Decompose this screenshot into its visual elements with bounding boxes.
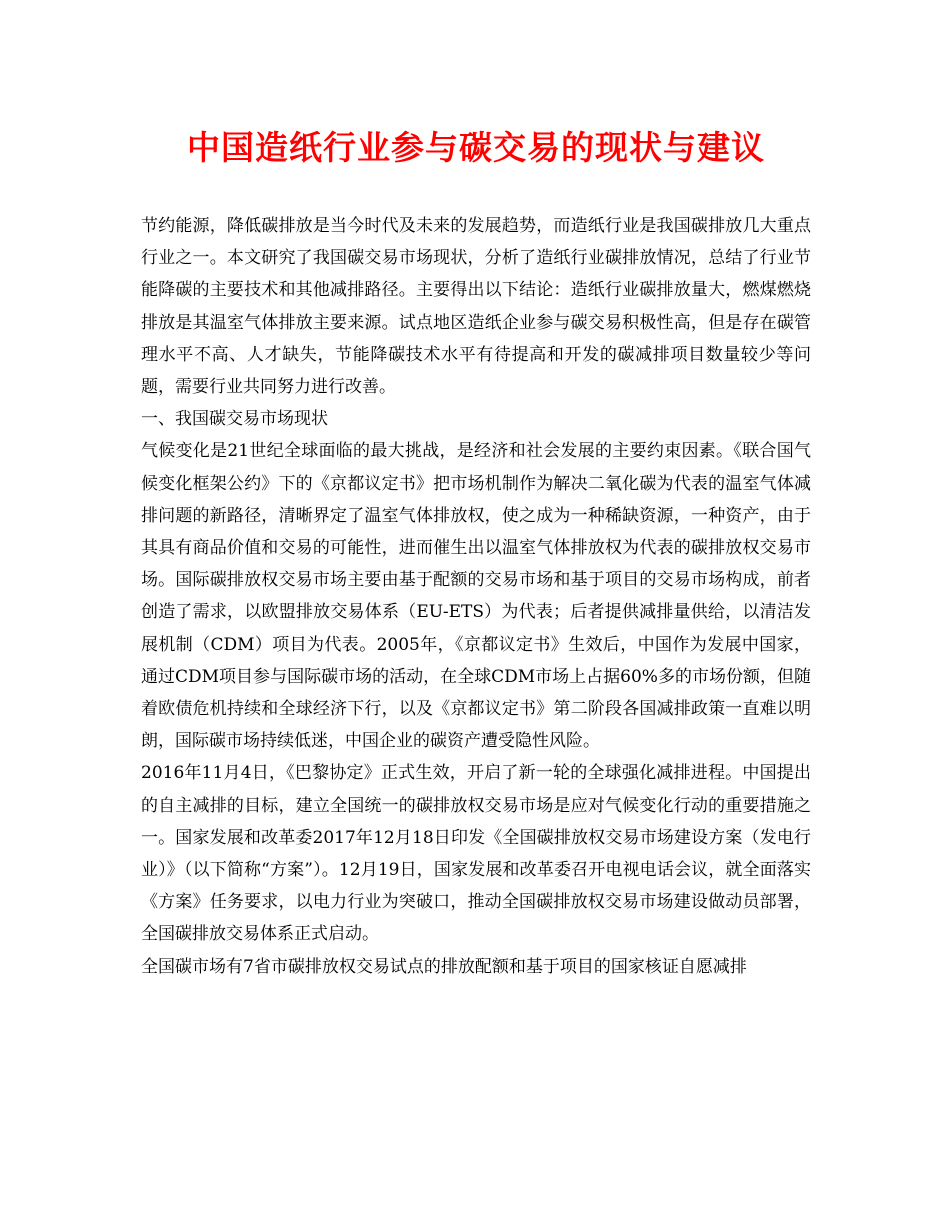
abstract-paragraph: 节约能源，降低碳排放是当今时代及未来的发展趋势，而造纸行业是我国碳排放几大重点行业之一。本文研究了我国碳交易市场现状，分析了造纸行业碳排放情况，总结了行业节能降碳的主要技术和其他减排路径。主要得出以下结论：造纸行业碳排放量大，燃煤燃烧排放是其温室气体排放主要来源。试点地区造纸企业参与碳交易积极性高，但是存在碳管理水平不高、人才缺失，节能降碳技术水平有待提高和开发的碳减排项目数量较少等问题，需要行业共同努力进行改善。 — [141, 216, 811, 398]
body-paragraph: 2016年11月4日，《巴黎协定》正式生效，开启了新一轮的全球强化减排进程。中国提出的自主减排的目标，建立全国统一的碳排放权交易市场是应对气候变化行动的重要措施之一。国家发展和改革委2017年12月18日印发《全国碳排放权交易市场建设方案（发电行业）》（以下简称“方案”）。12月19日，国家发展和改革委召开电视电话会议，就全面落实《方案》任务要求，以电力行业为突破口，推动全国碳排放权交易市场建设做动员部署，全国碳排放交易体系正式启动。 — [141, 763, 811, 945]
document-body — [141, 210, 811, 983]
document-title: 中国造纸行业参与碳交易的现状与建议 — [187, 128, 765, 167]
document-page — [141, 128, 811, 983]
section-heading: 一、我国碳交易市场现状 — [141, 409, 328, 430]
body-paragraph: 全国碳市场有7省市碳排放权交易试点的排放配额和基于项目的国家核证自愿减排 — [141, 956, 747, 977]
body-paragraph: 气候变化是21世纪全球面临的最大挑战，是经济和社会发展的主要约束因素。《联合国气候变化框架公约》下的《京都议定书》把市场机制作为解决二氧化碳为代表的温室气体减排问题的新路径，清晰界定了温室气体排放权，使之成为一种稀缺资源，一种资产，由于其具有商品价值和交易的可能性，进而催生出以温室气体排放权为代表的碳排放权交易市场。国际碳排放权交易市场主要由基于配额的交易市场和基于项目的交易市场构成，前者创造了需求，以欧盟排放交易体系（EU-ETS）为代表；后者提供减排量供给，以清洁发展机制（CDM）项目为代表。2005年，《京都议定书》生效后，中国作为发展中国家，通过CDM项目参与国际碳市场的活动，在全球CDM市场上占据60%多的市场份额，但随着欧债危机持续和全球经济下行，以及《京都议定书》第二阶段各国减排政策一直难以明朗，国际碳市场持续低迷，中国企业的碳资产遭受隐性风险。 — [141, 441, 811, 752]
